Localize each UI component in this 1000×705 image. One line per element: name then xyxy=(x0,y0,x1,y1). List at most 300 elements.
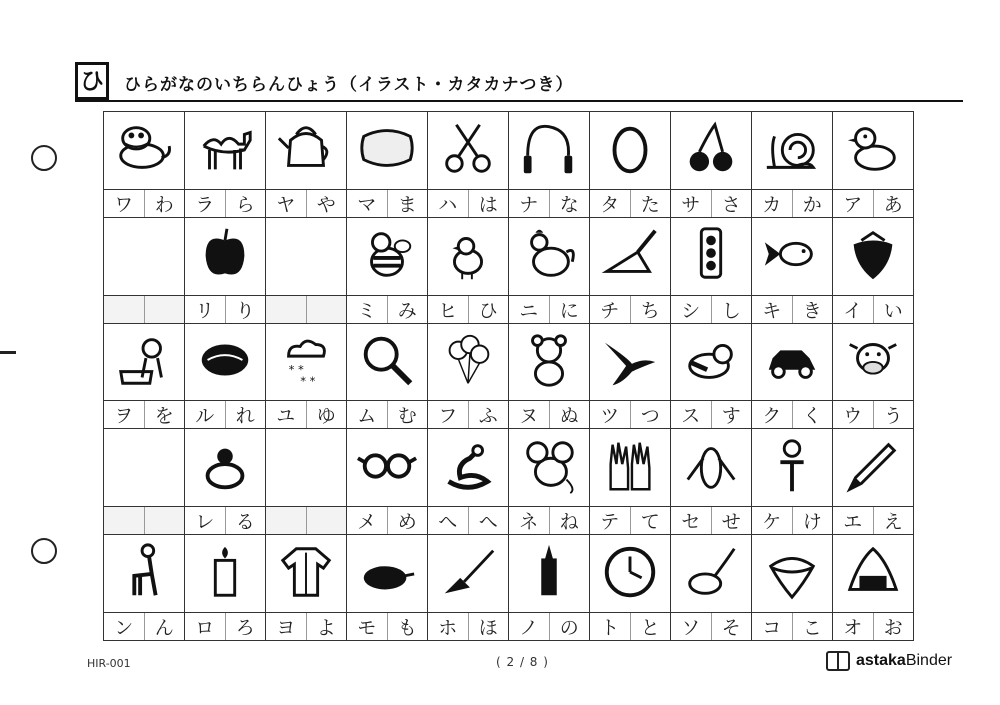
cicada-icon xyxy=(680,435,742,501)
giraffe-icon xyxy=(113,541,175,607)
katakana-label: フ xyxy=(438,405,458,428)
katakana-label: ヲ xyxy=(114,405,134,428)
katakana-label: ス xyxy=(681,405,701,428)
pillow-icon xyxy=(356,117,418,183)
katakana-label: ネ xyxy=(519,511,539,534)
picture-area xyxy=(347,324,427,401)
katakana-label: エ xyxy=(843,511,863,534)
binder-hole-bottom xyxy=(31,538,57,564)
katakana-label xyxy=(266,296,306,323)
kana-cell xyxy=(752,324,833,430)
picture-area xyxy=(833,112,913,189)
kana-cell xyxy=(833,535,914,641)
kana-cell xyxy=(185,429,266,535)
kana-labels xyxy=(347,400,427,428)
kana-cell xyxy=(266,429,347,535)
page-title: ひらがなのいちらんひょう（イラスト・カタカナつき） xyxy=(124,75,574,95)
kana-cell xyxy=(590,429,671,535)
katakana-label: カ xyxy=(762,193,782,216)
katakana-label: ソ xyxy=(681,617,701,639)
kana-cell xyxy=(833,112,914,218)
kana-labels xyxy=(509,400,589,428)
kana-labels xyxy=(590,506,670,534)
snake-icon xyxy=(437,435,499,501)
hiragana-label: ま xyxy=(387,190,428,217)
document-code: HIR-001 xyxy=(87,657,131,670)
picture-area xyxy=(104,429,184,506)
hiragana-label: く xyxy=(792,401,833,428)
picture-area xyxy=(833,429,913,506)
kana-labels xyxy=(833,400,913,428)
katakana-label: ム xyxy=(357,405,377,428)
kana-cell xyxy=(671,218,752,324)
cherry-icon xyxy=(680,117,742,183)
svg-text:* *: * * xyxy=(288,362,304,377)
kana-labels xyxy=(266,189,346,217)
title-rule xyxy=(75,100,963,102)
picture-area xyxy=(833,324,913,401)
katakana-label: ホ xyxy=(438,617,458,639)
katakana-label: テ xyxy=(600,511,620,534)
katakana-label: ル xyxy=(195,405,215,428)
apple-icon xyxy=(194,223,256,289)
picture-area xyxy=(185,218,265,295)
katakana-label: サ xyxy=(681,193,701,216)
katakana-label xyxy=(104,296,144,323)
picture-area xyxy=(671,218,751,295)
kana-cell xyxy=(509,535,590,641)
kana-labels xyxy=(509,295,589,323)
magnifier-icon xyxy=(356,329,418,395)
broom-icon xyxy=(437,541,499,607)
picture-area xyxy=(266,112,346,189)
kana-cell xyxy=(104,429,185,535)
picture-area xyxy=(185,324,265,401)
kana-cell xyxy=(428,429,509,535)
hiragana-label: る xyxy=(225,507,266,534)
child-washing-icon xyxy=(113,329,175,395)
candle-icon xyxy=(194,541,256,607)
katakana-label: キ xyxy=(762,299,782,322)
hiragana-label: い xyxy=(873,296,914,323)
kana-labels xyxy=(833,189,913,217)
hiragana-label xyxy=(306,296,347,323)
kana-cell xyxy=(266,218,347,324)
kana-cell xyxy=(428,324,509,430)
mouse-icon xyxy=(518,435,580,501)
katakana-label: ヒ xyxy=(438,299,458,322)
kana-labels xyxy=(266,612,346,640)
kana-labels xyxy=(752,189,832,217)
kana-labels xyxy=(509,612,589,640)
kana-labels xyxy=(185,400,265,428)
picture-area xyxy=(590,324,670,401)
kana-labels xyxy=(104,189,184,217)
gloves-icon xyxy=(599,435,661,501)
kana-labels xyxy=(428,189,508,217)
hiragana-label: ぬ xyxy=(549,401,590,428)
rice-ball-icon xyxy=(842,541,904,607)
picture-area xyxy=(752,112,832,189)
katakana-label: ワ xyxy=(114,193,134,216)
kana-cell xyxy=(347,429,428,535)
glue-icon xyxy=(518,541,580,607)
hiragana-label xyxy=(144,507,185,534)
jump-rope-icon xyxy=(518,117,580,183)
kettle-icon xyxy=(275,117,337,183)
kana-cell xyxy=(671,324,752,430)
hiragana-label: せ xyxy=(711,507,752,534)
katakana-label: コ xyxy=(762,617,782,639)
kana-cell xyxy=(347,535,428,641)
hiragana-label: に xyxy=(549,296,590,323)
hiragana-label: お xyxy=(873,613,914,640)
picture-area xyxy=(590,112,670,189)
kana-cell xyxy=(347,324,428,430)
picture-area xyxy=(590,429,670,506)
picture-area xyxy=(833,535,913,612)
hiragana-label: ゆ xyxy=(306,401,347,428)
kana-labels xyxy=(752,612,832,640)
picture-area xyxy=(104,535,184,612)
kana-cell xyxy=(428,112,509,218)
dustpan-icon xyxy=(599,223,661,289)
picture-area xyxy=(752,535,832,612)
kana-cell xyxy=(266,112,347,218)
chicken-icon xyxy=(518,223,580,289)
kana-labels xyxy=(590,612,670,640)
picture-area xyxy=(185,112,265,189)
binder-hole-top xyxy=(31,145,57,171)
kana-cell xyxy=(752,218,833,324)
hiragana-label: ひ xyxy=(468,296,509,323)
kana-labels xyxy=(104,400,184,428)
hiragana-label: ほ xyxy=(468,613,509,640)
picture-area xyxy=(266,535,346,612)
picture-area xyxy=(428,112,508,189)
picture-area xyxy=(590,218,670,295)
picture-area xyxy=(266,429,346,506)
kana-cell xyxy=(428,218,509,324)
katakana-label: チ xyxy=(600,299,620,322)
kana-cell xyxy=(104,324,185,430)
katakana-label: メ xyxy=(357,511,377,534)
kana-cell xyxy=(671,112,752,218)
kana-labels xyxy=(428,612,508,640)
mole-icon xyxy=(356,541,418,607)
katakana-label: オ xyxy=(843,617,863,639)
katakana-label: マ xyxy=(357,193,377,216)
hiragana-label: や xyxy=(306,190,347,217)
picture-area xyxy=(428,535,508,612)
kana-cell xyxy=(104,218,185,324)
kana-cell xyxy=(266,324,347,430)
kana-cell xyxy=(266,535,347,641)
picture-area xyxy=(752,429,832,506)
hiragana-label: れ xyxy=(225,401,266,428)
kana-cell xyxy=(671,429,752,535)
teddy-bear-icon xyxy=(518,329,580,395)
katakana-label: ン xyxy=(114,617,134,639)
hiragana-label: て xyxy=(630,507,671,534)
clock-icon xyxy=(599,541,661,607)
katakana-label: モ xyxy=(357,617,377,639)
car-icon xyxy=(761,329,823,395)
hiragana-label: ん xyxy=(144,613,185,640)
picture-area xyxy=(590,535,670,612)
hiragana-label: を xyxy=(144,401,185,428)
kana-labels xyxy=(185,295,265,323)
katakana-label: へ xyxy=(438,511,458,534)
katakana-label: ツ xyxy=(600,405,620,428)
kana-labels xyxy=(590,189,670,217)
kana-labels xyxy=(590,400,670,428)
hiragana-label: か xyxy=(792,190,833,217)
hiragana-label: う xyxy=(873,401,914,428)
hiragana-label: ふ xyxy=(468,401,509,428)
binder-logo-icon xyxy=(826,651,850,671)
katakana-label: セ xyxy=(681,511,701,534)
kana-labels xyxy=(428,506,508,534)
balloons-icon xyxy=(437,329,499,395)
bee-icon xyxy=(356,223,418,289)
kana-cell xyxy=(509,218,590,324)
kana-cell xyxy=(185,218,266,324)
katakana-label xyxy=(104,507,144,534)
hiragana-label: つ xyxy=(630,401,671,428)
katakana-label: ケ xyxy=(762,511,782,534)
hiragana-label: そ xyxy=(711,613,752,640)
hiragana-label xyxy=(144,296,185,323)
baby-clothes-icon xyxy=(275,541,337,607)
kana-labels xyxy=(185,612,265,640)
katakana-label: ロ xyxy=(195,617,215,639)
goldfish-icon xyxy=(761,223,823,289)
picture-area xyxy=(347,218,427,295)
picture-area xyxy=(509,112,589,189)
hiragana-label: た xyxy=(630,190,671,217)
kana-cell xyxy=(590,324,671,430)
hiragana-label xyxy=(306,507,347,534)
katakana-label: リ xyxy=(195,299,215,322)
lemon-icon xyxy=(194,329,256,395)
katakana-label: タ xyxy=(600,193,620,216)
kana-cell xyxy=(509,429,590,535)
duck-icon xyxy=(842,117,904,183)
picture-area xyxy=(509,218,589,295)
hiragana-label: も xyxy=(387,613,428,640)
hiragana-label: り xyxy=(225,296,266,323)
page-number: ( 2 / 8 ) xyxy=(496,655,549,669)
kana-cell xyxy=(833,429,914,535)
crocodile-icon xyxy=(113,117,175,183)
katakana-label: ク xyxy=(762,405,782,428)
kana-labels xyxy=(752,400,832,428)
kana-cell xyxy=(833,218,914,324)
katakana-label: ラ xyxy=(195,193,215,216)
kana-cell xyxy=(752,429,833,535)
picture-area xyxy=(428,324,508,401)
kana-cell xyxy=(833,324,914,430)
picture-area xyxy=(752,324,832,401)
hiragana-label: け xyxy=(792,507,833,534)
snail-icon xyxy=(761,117,823,183)
hiragana-label: ち xyxy=(630,296,671,323)
picture-area xyxy=(347,429,427,506)
svg-text:* *: * * xyxy=(300,374,316,389)
hiragana-label: え xyxy=(873,507,914,534)
swallow-icon xyxy=(599,329,661,395)
katakana-label: ヤ xyxy=(276,193,296,216)
kana-cell xyxy=(671,535,752,641)
kana-cell xyxy=(185,535,266,641)
kana-labels xyxy=(347,189,427,217)
kana-labels xyxy=(347,612,427,640)
kana-labels xyxy=(671,506,751,534)
kendama-icon xyxy=(761,435,823,501)
kana-cell xyxy=(347,112,428,218)
kana-labels xyxy=(428,400,508,428)
katakana-label: ト xyxy=(600,617,620,639)
picture-area xyxy=(266,218,346,295)
kana-labels xyxy=(671,189,751,217)
scissors-icon xyxy=(437,117,499,183)
kana-labels xyxy=(185,189,265,217)
kana-labels xyxy=(671,400,751,428)
kana-labels xyxy=(266,506,346,534)
kana-labels xyxy=(428,295,508,323)
brand-logo xyxy=(826,651,952,671)
hiragana-table xyxy=(103,111,914,641)
picture-area xyxy=(347,112,427,189)
picture-area xyxy=(509,535,589,612)
kana-labels xyxy=(266,295,346,323)
katakana-label: レ xyxy=(195,511,215,534)
hiragana-label: な xyxy=(549,190,590,217)
kana-labels xyxy=(104,295,184,323)
katakana-label: シ xyxy=(681,299,701,322)
katakana-label: ウ xyxy=(843,405,863,428)
katakana-label: ニ xyxy=(519,299,539,322)
kana-labels xyxy=(347,506,427,534)
ring-icon xyxy=(194,435,256,501)
picture-area xyxy=(752,218,832,295)
cow-icon xyxy=(842,329,904,395)
picture-area xyxy=(185,535,265,612)
hiragana-label: ら xyxy=(225,190,266,217)
picture-area xyxy=(671,429,751,506)
picture-area xyxy=(347,535,427,612)
kana-cell xyxy=(185,324,266,430)
katakana-label xyxy=(266,507,306,534)
traffic-light-icon xyxy=(680,223,742,289)
hiragana-label: ろ xyxy=(225,613,266,640)
kana-cell xyxy=(509,324,590,430)
katakana-label: ナ xyxy=(519,193,539,216)
katakana-label: ハ xyxy=(438,193,458,216)
picture-area xyxy=(671,112,751,189)
hiragana-label: め xyxy=(387,507,428,534)
kana-cell xyxy=(752,535,833,641)
picture-area xyxy=(509,429,589,506)
kana-labels xyxy=(104,506,184,534)
hiragana-label: す xyxy=(711,401,752,428)
hiragana-label: さ xyxy=(711,190,752,217)
picture-area xyxy=(671,535,751,612)
kana-labels xyxy=(833,612,913,640)
hiragana-label: は xyxy=(468,190,509,217)
kana-cell xyxy=(590,218,671,324)
hiragana-label: わ xyxy=(144,190,185,217)
snow-icon xyxy=(275,329,337,395)
kana-cell xyxy=(590,535,671,641)
hiragana-label: よ xyxy=(306,613,347,640)
picture-area xyxy=(266,324,346,401)
kana-cell xyxy=(104,535,185,641)
hiragana-label: こ xyxy=(792,613,833,640)
katakana-label: ア xyxy=(843,193,863,216)
spinning-top-icon xyxy=(761,541,823,607)
picture-area xyxy=(104,112,184,189)
kana-cell xyxy=(509,112,590,218)
kana-cell xyxy=(590,112,671,218)
kana-labels xyxy=(752,295,832,323)
kana-labels xyxy=(833,295,913,323)
kana-cell xyxy=(185,112,266,218)
hiragana-label: の xyxy=(549,613,590,640)
kana-labels xyxy=(185,506,265,534)
pencil-icon xyxy=(842,435,904,501)
vacuum-icon xyxy=(680,541,742,607)
picture-area xyxy=(833,218,913,295)
brand-name-bold: astaka xyxy=(856,652,906,669)
hiragana-label: あ xyxy=(873,190,914,217)
hiragana-label: ね xyxy=(549,507,590,534)
kana-labels xyxy=(752,506,832,534)
picture-area xyxy=(428,218,508,295)
katakana-label: イ xyxy=(843,299,863,322)
katakana-label: ヌ xyxy=(519,405,539,428)
hiragana-label: へ xyxy=(468,507,509,534)
picture-area xyxy=(104,324,184,401)
kana-cell xyxy=(347,218,428,324)
kana-labels xyxy=(347,295,427,323)
katakana-label: ヨ xyxy=(276,617,296,639)
hiragana-label: み xyxy=(387,296,428,323)
egg-icon xyxy=(599,117,661,183)
glasses-icon xyxy=(356,435,418,501)
katakana-label: ノ xyxy=(519,617,539,639)
picture-area xyxy=(185,429,265,506)
kana-cell xyxy=(428,535,509,641)
hiragana-label: と xyxy=(630,613,671,640)
chick-icon xyxy=(437,223,499,289)
kana-labels xyxy=(509,189,589,217)
hiragana-label: し xyxy=(711,296,752,323)
picture-area xyxy=(509,324,589,401)
kana-labels xyxy=(509,506,589,534)
picture-area xyxy=(428,429,508,506)
camel-icon xyxy=(194,117,256,183)
kana-cell xyxy=(104,112,185,218)
brand-name-light: Binder xyxy=(905,652,953,669)
sparrow-icon xyxy=(680,329,742,395)
kana-labels xyxy=(266,400,346,428)
hiragana-label: む xyxy=(387,401,428,428)
title-badge: ひ xyxy=(75,62,109,100)
kana-cell xyxy=(752,112,833,218)
katakana-label: ユ xyxy=(276,405,296,428)
